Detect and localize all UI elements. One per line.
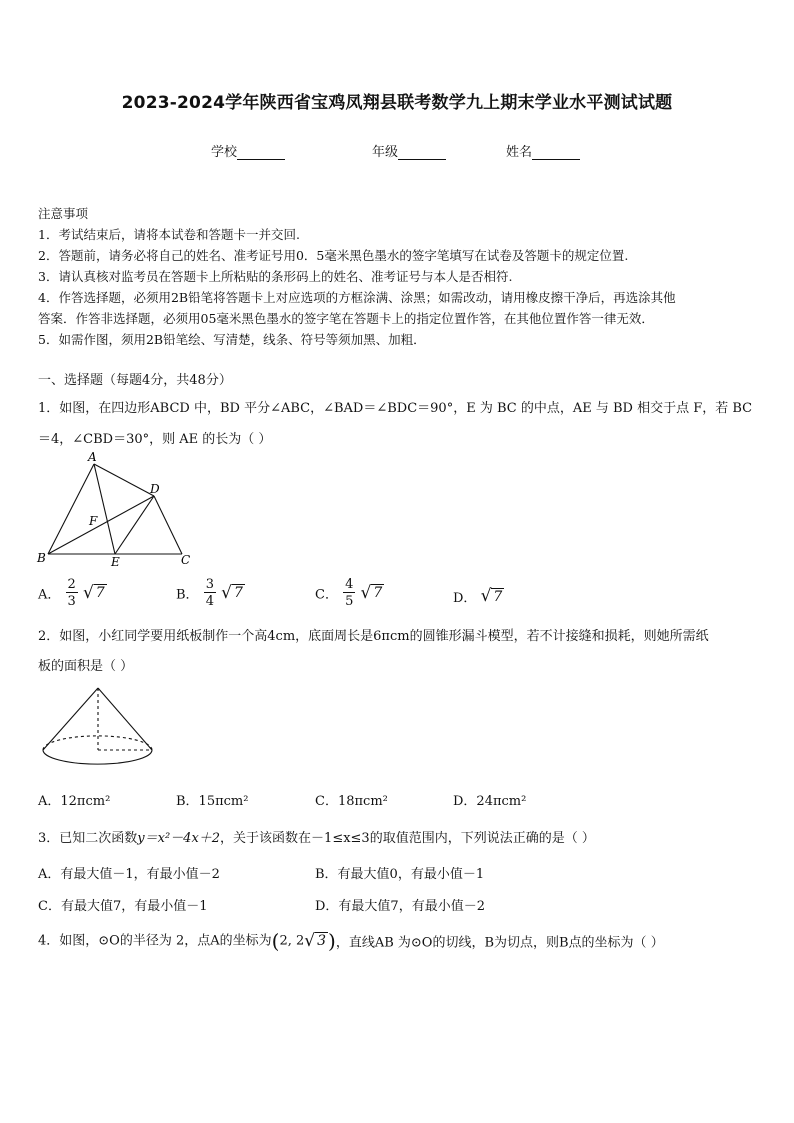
sqrt-icon: √ 7 <box>82 582 105 603</box>
label-c: C <box>181 553 191 567</box>
q2-stem-line1: 2．如图，小红同学要用纸板制作一个高4cm，底面周长是6πcm的圆锥形漏斗模型，若不计接缝和损耗，则她所需纸 <box>38 629 709 644</box>
q3-option-d[interactable]: D．有最大值7，有最小值－2 <box>315 899 485 914</box>
label-b: B <box>37 551 46 565</box>
section-heading: 一、选择题（每题4分，共48分） <box>38 373 232 388</box>
grade-blank <box>398 147 446 160</box>
school-label: 学校 <box>211 145 238 160</box>
name-label: 姓名 <box>506 145 533 160</box>
denominator: 4 <box>205 594 214 609</box>
grade-label: 年级 <box>372 145 399 160</box>
option-letter: A． <box>38 587 61 603</box>
fraction <box>343 578 355 608</box>
q2-cone-figure <box>38 682 156 778</box>
q1-stem-line1: 1．如图，在四边形ABCD 中，BD 平分∠ABC，∠BAD＝∠BDC＝90°，E 为 BC 的中点，AE 与 BD 相交于点 F，若 BC <box>38 401 753 416</box>
numerator: 3 <box>205 577 214 592</box>
q4-stem: 4．如图，⊙O的半径为 2，点A的坐标为(2, 2 √ 3 )，直线AB 为⊙O的切线，B为切点，则B点的坐标为（ ） <box>38 929 664 953</box>
grade-field <box>372 141 446 160</box>
label-d: D <box>150 482 160 496</box>
q1-quadrilateral-figure <box>34 450 204 572</box>
fraction <box>66 578 78 608</box>
option-letter: B． <box>176 587 199 603</box>
school-blank <box>237 147 285 160</box>
q2-stem-line2: 板的面积是（ ） <box>38 659 134 674</box>
q2-option-b[interactable]: B．15πcm² <box>176 794 249 809</box>
sqrt-icon: √ 7 <box>221 582 243 603</box>
q2-option-c[interactable]: C．18πcm² <box>315 794 388 809</box>
notice-item: 2．答题前，请务必将自己的姓名、准考证号用0．5毫米黑色墨水的签字笔填写在试卷及答题卡的规定位置. <box>38 248 629 263</box>
q1-option-b[interactable] <box>176 578 245 608</box>
notice-item: 答案．作答非选择题，必须用05毫米黑色墨水的签字笔在答题卡上的指定位置作答，在其他位置作答一律无效． <box>38 311 654 326</box>
radicand: 7 <box>373 585 383 602</box>
fraction <box>204 578 216 608</box>
radicand: 7 <box>233 585 243 602</box>
numerator: 4 <box>345 577 354 592</box>
notice-item: 4．作答选择题，必须用2B铅笔将答题卡上对应选项的方框涂满、涂黑；如需改动，请用橡皮擦干净后，再选涂其他 <box>38 290 676 305</box>
notice-heading: 注意事项 <box>38 206 89 221</box>
school-field <box>211 141 285 160</box>
q4-stem-suffix: ，直线AB 为⊙O的切线，B为切点，则B点的坐标为（ ） <box>335 935 664 951</box>
q3-function-expression: y＝x²－4x＋2 <box>137 831 221 846</box>
notice-item: 3．请认真核对监考员在答题卡上所粘贴的条形码上的姓名、准考证号与本人是否相符. <box>38 269 513 284</box>
q1-option-d[interactable] <box>453 587 504 606</box>
q1-option-c[interactable] <box>315 578 384 608</box>
notice-item: 1．考试结束后，请将本试卷和答题卡一并交回. <box>38 227 300 242</box>
q3-stem-suffix: ，关于该函数在－1≤x≤3的取值范围内，下列说法正确的是（ ） <box>220 831 595 846</box>
notice-item: 5．如需作图，须用2B铅笔绘、写清楚，线条、符号等须加黑、加粗． <box>38 332 426 347</box>
denominator: 3 <box>67 594 76 609</box>
q3-option-a[interactable]: A．有最大值－1，有最小值－2 <box>38 867 220 882</box>
option-letter: C． <box>315 587 338 603</box>
q3-option-b[interactable]: B．有最大值0，有最小值－1 <box>315 867 485 882</box>
sqrt-icon: √ 7 <box>360 582 383 603</box>
numerator: 2 <box>67 577 76 592</box>
q3-option-c[interactable]: C．有最大值7，有最小值－1 <box>38 899 208 914</box>
radicand: 7 <box>493 588 503 605</box>
name-blank <box>532 147 580 160</box>
label-e: E <box>111 555 120 569</box>
sqrt-icon: √ 7 <box>480 586 503 607</box>
q4-stem-prefix: 4．如图，⊙O的半径为 2，点A的坐标为 <box>38 933 272 949</box>
q2-option-a[interactable]: A．12πcm² <box>38 794 111 809</box>
denominator: 5 <box>345 594 354 609</box>
page-title: 2023-2024学年陕西省宝鸡凤翔县联考数学九上期末学业水平测试试题 <box>121 93 673 113</box>
label-f: F <box>89 514 98 528</box>
q1-stem-line2: ＝4，∠CBD＝30°，则 AE 的长为（ ） <box>38 432 272 447</box>
q2-option-d[interactable]: D．24πcm² <box>453 794 527 809</box>
label-a: A <box>88 450 97 464</box>
q1-option-a[interactable] <box>38 578 107 608</box>
q4-coordinate-a: 2, 2 <box>279 933 305 949</box>
q3-stem <box>38 827 595 846</box>
q3-stem-prefix: 3．已知二次函数 <box>38 831 138 846</box>
radicand: 3 <box>317 933 327 950</box>
sqrt-icon: √ 3 <box>304 930 327 951</box>
radicand: 7 <box>95 585 105 602</box>
option-letter: D． <box>453 591 477 606</box>
name-field <box>506 141 580 160</box>
